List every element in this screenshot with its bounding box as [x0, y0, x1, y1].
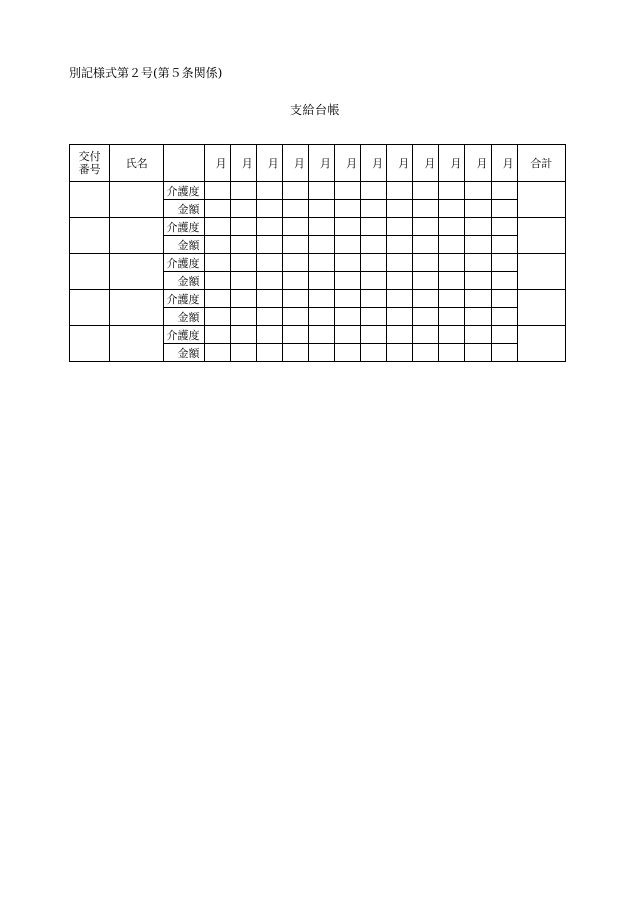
name-cell[interactable] [110, 326, 164, 362]
header-month: 月 [361, 145, 387, 182]
month-value-cell[interactable] [230, 326, 256, 344]
month-value-cell[interactable] [308, 200, 334, 218]
month-value-cell[interactable] [230, 308, 256, 326]
month-value-cell[interactable] [387, 272, 413, 290]
month-value-cell[interactable] [439, 326, 465, 344]
month-value-cell[interactable] [334, 326, 360, 344]
month-value-cell[interactable] [334, 236, 360, 254]
month-value-cell[interactable] [230, 218, 256, 236]
month-value-cell[interactable] [491, 218, 517, 236]
month-value-cell[interactable] [465, 236, 491, 254]
month-value-cell[interactable] [465, 344, 491, 362]
row-kind-label: 金額 [164, 344, 204, 362]
month-value-cell[interactable] [204, 308, 230, 326]
month-value-cell[interactable] [334, 182, 360, 200]
month-value-cell[interactable] [230, 182, 256, 200]
row-kind-label: 金額 [164, 236, 204, 254]
month-value-cell[interactable] [308, 326, 334, 344]
month-value-cell[interactable] [491, 290, 517, 308]
name-cell[interactable] [110, 182, 164, 218]
month-value-cell[interactable] [387, 200, 413, 218]
month-value-cell[interactable] [256, 290, 282, 308]
month-value-cell[interactable] [387, 236, 413, 254]
issue-number-cell[interactable] [70, 290, 110, 326]
month-value-cell[interactable] [334, 344, 360, 362]
header-month: 月 [334, 145, 360, 182]
month-value-cell[interactable] [413, 326, 439, 344]
month-value-cell[interactable] [361, 218, 387, 236]
row-kind-label: 介護度 [164, 218, 204, 236]
header-month: 月 [387, 145, 413, 182]
header-month: 月 [465, 145, 491, 182]
month-value-cell[interactable] [256, 308, 282, 326]
month-value-cell[interactable] [204, 236, 230, 254]
month-value-cell[interactable] [334, 290, 360, 308]
header-row [70, 145, 566, 182]
row-kind-label: 金額 [164, 308, 204, 326]
month-value-cell[interactable] [413, 218, 439, 236]
month-value-cell[interactable] [256, 254, 282, 272]
month-value-cell[interactable] [465, 326, 491, 344]
month-value-cell[interactable] [439, 236, 465, 254]
month-value-cell[interactable] [282, 236, 308, 254]
month-value-cell[interactable] [308, 344, 334, 362]
month-value-cell[interactable] [491, 200, 517, 218]
month-value-cell[interactable] [256, 182, 282, 200]
month-value-cell[interactable] [230, 200, 256, 218]
header-month: 月 [282, 145, 308, 182]
month-value-cell[interactable] [465, 218, 491, 236]
month-value-cell[interactable] [361, 254, 387, 272]
month-value-cell[interactable] [282, 182, 308, 200]
name-cell[interactable] [110, 218, 164, 254]
month-value-cell[interactable] [387, 254, 413, 272]
month-value-cell[interactable] [387, 326, 413, 344]
total-cell[interactable] [517, 182, 565, 218]
month-value-cell[interactable] [334, 272, 360, 290]
issue-number-cell[interactable] [70, 182, 110, 218]
month-value-cell[interactable] [256, 272, 282, 290]
month-value-cell[interactable] [308, 290, 334, 308]
name-cell[interactable] [110, 290, 164, 326]
month-value-cell[interactable] [308, 272, 334, 290]
month-value-cell[interactable] [439, 272, 465, 290]
row-kind-label: 金額 [164, 272, 204, 290]
month-value-cell[interactable] [439, 182, 465, 200]
month-value-cell[interactable] [491, 236, 517, 254]
month-value-cell[interactable] [491, 254, 517, 272]
month-value-cell[interactable] [465, 272, 491, 290]
month-value-cell[interactable] [230, 290, 256, 308]
month-value-cell[interactable] [361, 308, 387, 326]
header-month: 月 [308, 145, 334, 182]
row-kind-label: 金額 [164, 200, 204, 218]
month-value-cell[interactable] [465, 290, 491, 308]
month-value-cell[interactable] [308, 254, 334, 272]
month-value-cell[interactable] [387, 218, 413, 236]
header-month: 月 [256, 145, 282, 182]
month-value-cell[interactable] [282, 218, 308, 236]
month-value-cell[interactable] [361, 290, 387, 308]
row-kind-label: 介護度 [164, 326, 204, 344]
month-value-cell[interactable] [413, 200, 439, 218]
header-issue-number [70, 145, 110, 182]
month-value-cell[interactable] [413, 308, 439, 326]
month-value-cell[interactable] [439, 344, 465, 362]
total-cell[interactable] [517, 254, 565, 290]
month-value-cell[interactable] [230, 272, 256, 290]
header-issue-number-line1: 交付 [78, 150, 101, 163]
name-cell[interactable] [110, 254, 164, 290]
table-row [70, 326, 566, 344]
table-row [70, 218, 566, 236]
month-value-cell[interactable] [230, 236, 256, 254]
month-value-cell[interactable] [439, 200, 465, 218]
month-value-cell[interactable] [491, 344, 517, 362]
month-value-cell[interactable] [361, 200, 387, 218]
form-number: 別記様式第２号(第５条関係) [69, 66, 223, 80]
month-value-cell[interactable] [230, 254, 256, 272]
month-value-cell[interactable] [491, 326, 517, 344]
month-value-cell[interactable] [413, 290, 439, 308]
month-value-cell[interactable] [282, 254, 308, 272]
month-value-cell[interactable] [308, 236, 334, 254]
total-cell[interactable] [517, 218, 565, 254]
month-value-cell[interactable] [204, 200, 230, 218]
month-value-cell[interactable] [491, 308, 517, 326]
month-value-cell[interactable] [387, 182, 413, 200]
header-month: 月 [230, 145, 256, 182]
month-value-cell[interactable] [308, 218, 334, 236]
month-value-cell[interactable] [491, 272, 517, 290]
issue-number-cell[interactable] [70, 326, 110, 362]
header-total: 合計 [517, 145, 565, 182]
month-value-cell[interactable] [256, 218, 282, 236]
month-value-cell[interactable] [491, 182, 517, 200]
month-value-cell[interactable] [282, 326, 308, 344]
month-value-cell[interactable] [439, 290, 465, 308]
month-value-cell[interactable] [361, 236, 387, 254]
header-month: 月 [413, 145, 439, 182]
month-value-cell[interactable] [439, 254, 465, 272]
month-value-cell[interactable] [387, 308, 413, 326]
month-value-cell[interactable] [361, 344, 387, 362]
month-value-cell[interactable] [334, 200, 360, 218]
month-value-cell[interactable] [282, 344, 308, 362]
month-value-cell[interactable] [361, 182, 387, 200]
month-value-cell[interactable] [413, 236, 439, 254]
table-row [70, 290, 566, 308]
month-value-cell[interactable] [439, 218, 465, 236]
row-kind-label: 介護度 [164, 182, 204, 200]
row-kind-label: 介護度 [164, 290, 204, 308]
total-cell[interactable] [517, 326, 565, 362]
month-value-cell[interactable] [256, 200, 282, 218]
row-kind-label: 介護度 [164, 254, 204, 272]
payment-ledger-table [69, 144, 566, 362]
table-row [70, 182, 566, 200]
month-value-cell[interactable] [361, 326, 387, 344]
table-row [70, 254, 566, 272]
header-name: 氏名 [110, 145, 164, 182]
month-value-cell[interactable] [308, 308, 334, 326]
month-value-cell[interactable] [282, 290, 308, 308]
month-value-cell[interactable] [204, 290, 230, 308]
month-value-cell[interactable] [413, 254, 439, 272]
document-title: 支給台帳 [289, 103, 340, 117]
month-value-cell[interactable] [204, 182, 230, 200]
month-value-cell[interactable] [204, 344, 230, 362]
month-value-cell[interactable] [334, 254, 360, 272]
ledger-body [70, 182, 566, 362]
issue-number-cell[interactable] [70, 218, 110, 254]
month-value-cell[interactable] [413, 182, 439, 200]
month-value-cell[interactable] [256, 326, 282, 344]
month-value-cell[interactable] [413, 272, 439, 290]
month-value-cell[interactable] [204, 326, 230, 344]
month-value-cell[interactable] [465, 182, 491, 200]
month-value-cell[interactable] [334, 308, 360, 326]
month-value-cell[interactable] [282, 308, 308, 326]
month-value-cell[interactable] [204, 254, 230, 272]
month-value-cell[interactable] [256, 236, 282, 254]
header-month: 月 [439, 145, 465, 182]
header-issue-number-line2: 番号 [78, 163, 101, 176]
month-value-cell[interactable] [413, 344, 439, 362]
issue-number-cell[interactable] [70, 254, 110, 290]
month-value-cell[interactable] [256, 344, 282, 362]
header-category [164, 145, 204, 182]
month-value-cell[interactable] [230, 344, 256, 362]
month-value-cell[interactable] [465, 308, 491, 326]
month-value-cell[interactable] [439, 308, 465, 326]
month-value-cell[interactable] [282, 200, 308, 218]
month-value-cell[interactable] [204, 272, 230, 290]
month-value-cell[interactable] [204, 218, 230, 236]
month-value-cell[interactable] [308, 182, 334, 200]
month-value-cell[interactable] [465, 254, 491, 272]
month-value-cell[interactable] [465, 200, 491, 218]
header-month: 月 [491, 145, 517, 182]
header-month: 月 [204, 145, 230, 182]
month-value-cell[interactable] [387, 344, 413, 362]
month-value-cell[interactable] [361, 272, 387, 290]
month-value-cell[interactable] [282, 272, 308, 290]
total-cell[interactable] [517, 290, 565, 326]
month-value-cell[interactable] [387, 290, 413, 308]
month-value-cell[interactable] [334, 218, 360, 236]
